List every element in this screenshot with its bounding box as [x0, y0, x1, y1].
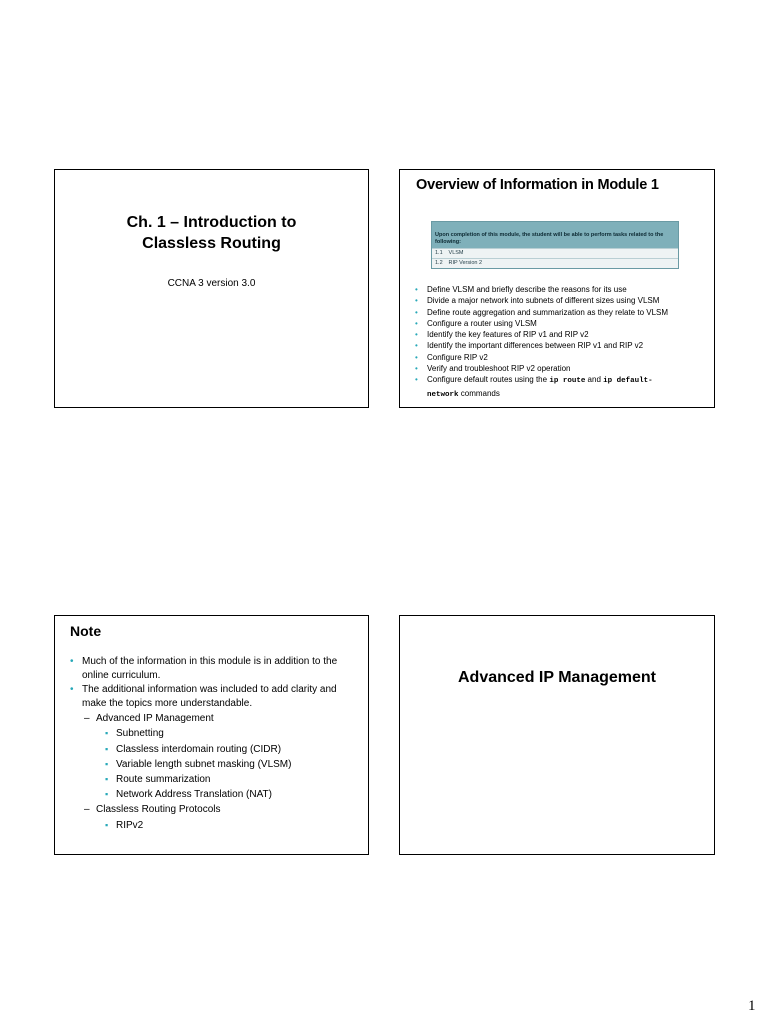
slide-4-title: Advanced IP Management: [458, 669, 656, 686]
dash-icon: –: [84, 804, 90, 816]
command-ip-default-network: ip default-: [603, 377, 653, 386]
square-bullet-icon: ▪: [105, 728, 109, 739]
objectives-bullet-list: [415, 284, 710, 401]
objective-label: RIP Version 2: [448, 260, 483, 266]
slide-1-subtitle: CCNA 3 version 3.0: [167, 278, 256, 289]
slide-3-title: Note: [70, 623, 102, 639]
list-item: ▪ Network Address Translation (NAT): [105, 789, 272, 801]
list-item: – Classless Routing Protocols: [84, 804, 221, 816]
slide-1-title: Ch. 1 – Introduction to Classless Routing: [126, 214, 297, 252]
objective-label: VLSM: [448, 250, 464, 256]
bullet-icon: •: [415, 341, 418, 351]
dash-icon: –: [84, 713, 90, 724]
objective-row: [432, 258, 678, 268]
objective-row: [432, 248, 678, 258]
square-bullet-icon: ▪: [105, 743, 109, 754]
command-ip-route: ip route: [549, 377, 586, 386]
objectives-box: [431, 221, 679, 269]
bullet-icon: •: [70, 684, 74, 695]
slide-1: [54, 169, 369, 408]
list-item: • Define route aggregation and summarization as they relate to VLSM: [415, 307, 669, 317]
square-bullet-icon: ▪: [105, 774, 109, 785]
slide-4: [399, 615, 715, 855]
list-item: ▪ Classless interdomain routing (CIDR): [105, 743, 282, 755]
list-item: • Define VLSM and briefly describe the reasons for its use: [415, 285, 627, 294]
list-item: • Configure RIP v2: [415, 352, 488, 362]
page-number: 1: [748, 998, 756, 1014]
bullet-icon: •: [415, 375, 418, 385]
objective-number: 1.1: [435, 250, 443, 256]
list-item: ▪ Subnetting: [105, 728, 164, 740]
bullet-icon: •: [415, 296, 418, 306]
slide-2: [399, 169, 715, 408]
bullet-icon: •: [415, 364, 418, 374]
list-item: ▪ Variable length subnet masking (VLSM): [105, 758, 292, 770]
command-ip-default-network-cont: network: [427, 390, 459, 399]
list-item: • Identify the important differences between RIP v1 and RIP v2: [415, 341, 644, 351]
square-bullet-icon: ▪: [105, 789, 109, 800]
note-bullet-list: [68, 655, 358, 833]
list-item: • Configure default routes using the ip route and ip default- network commands: [415, 375, 653, 399]
bullet-icon: •: [415, 285, 418, 294]
list-item: • Identify the key features of RIP v1 and RIP v2: [415, 330, 589, 340]
list-item: • Divide a major network into subnets of different sizes using VLSM: [415, 296, 660, 306]
list-item: • Verify and troubleshoot RIP v2 operation: [415, 364, 571, 374]
bullet-icon: •: [415, 307, 418, 317]
list-item: • Much of the information in this module is in addition to the online curriculum.: [70, 656, 338, 681]
square-bullet-icon: ▪: [105, 758, 109, 769]
square-bullet-icon: ▪: [105, 819, 109, 830]
bullet-icon: •: [415, 318, 418, 328]
list-item: • The additional information was included to add clarity and make the topics more understandable.: [70, 684, 337, 709]
list-item: – Advanced IP Management: [84, 713, 214, 724]
objective-number: 1.2: [435, 260, 443, 266]
bullet-icon: •: [415, 352, 418, 362]
list-item: ▪ RIPv2: [105, 819, 144, 831]
slide-2-title: Overview of Information in Module 1: [416, 177, 659, 193]
bullet-icon: •: [70, 656, 74, 667]
list-item: • Configure a router using VLSM: [415, 318, 537, 328]
slide-3: [54, 615, 369, 855]
bullet-icon: •: [415, 330, 418, 340]
objectives-header: Upon completion of this module, the student will be able to perform tasks related to the following:: [432, 222, 678, 248]
list-item: ▪ Route summarization: [105, 774, 211, 786]
